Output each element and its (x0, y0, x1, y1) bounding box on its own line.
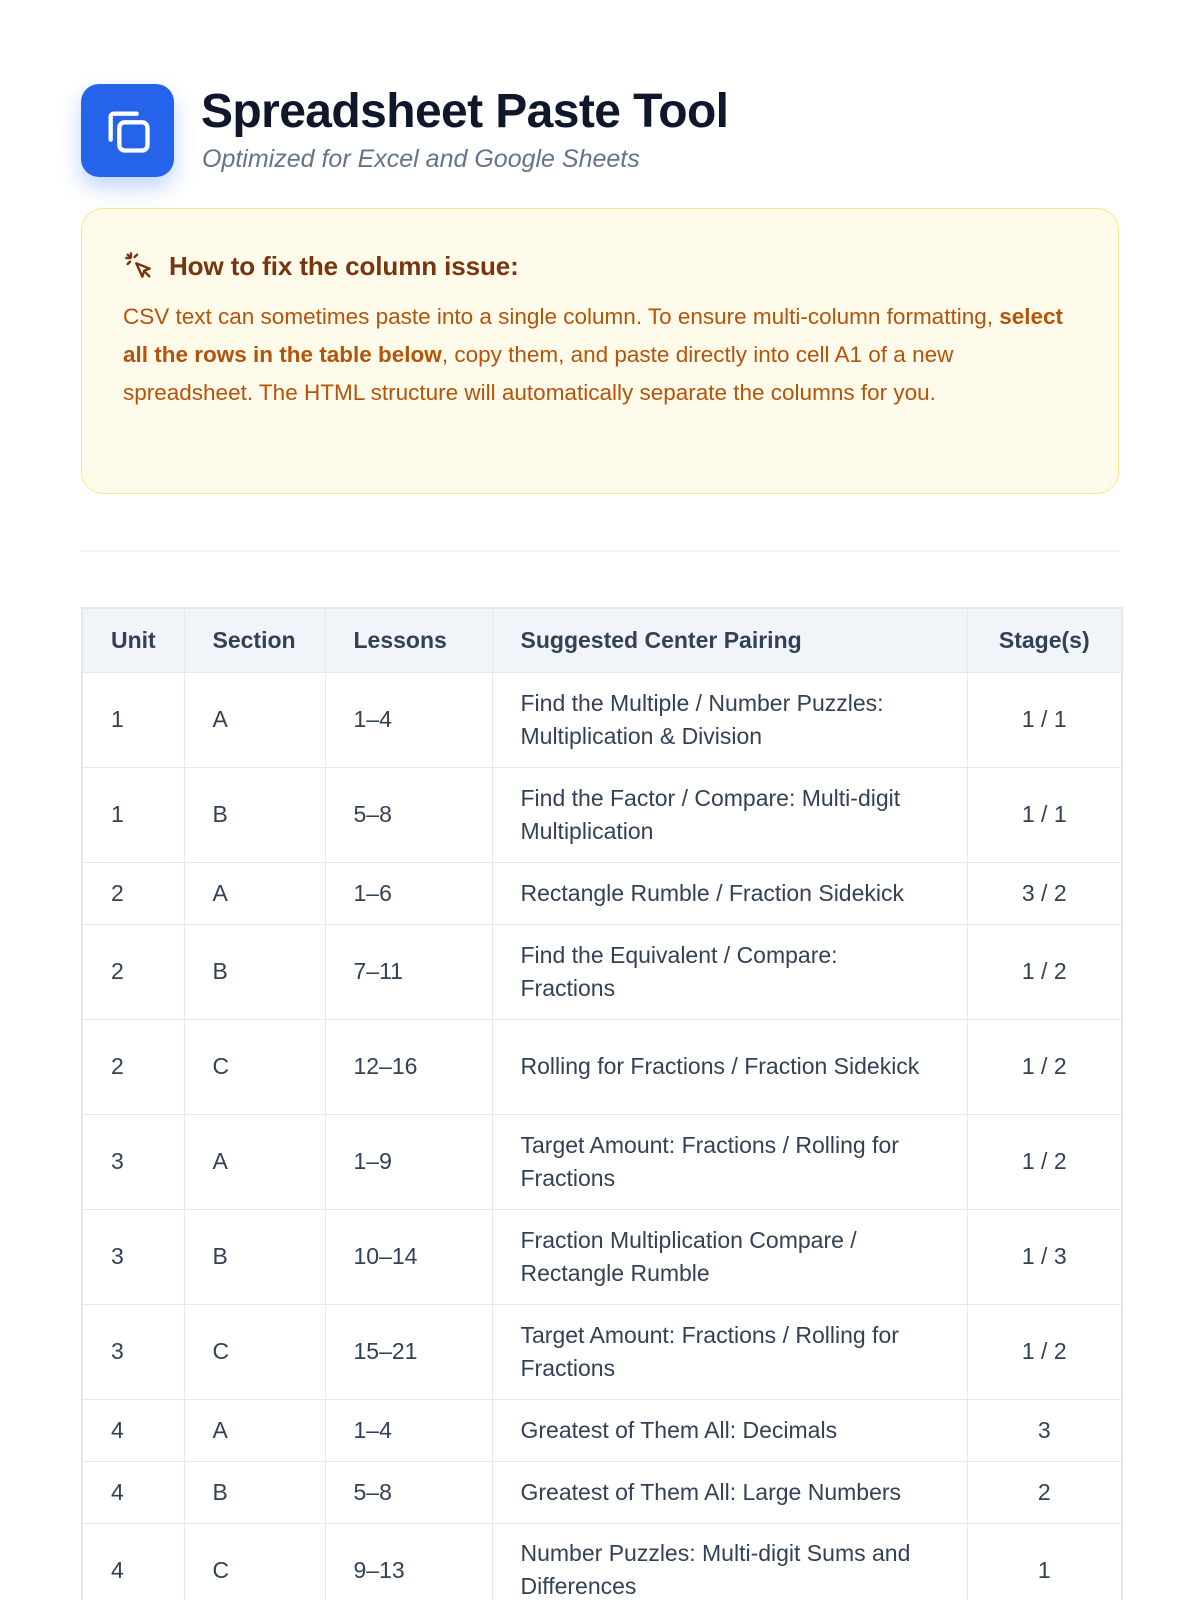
cell-lessons[interactable]: 10–14 (325, 1209, 492, 1304)
cell-unit[interactable]: 3 (82, 1114, 184, 1209)
cell-unit[interactable]: 2 (82, 862, 184, 924)
cell-lessons[interactable]: 15–21 (325, 1304, 492, 1399)
table-header-row (82, 608, 1122, 672)
header-center-pairing[interactable]: Suggested Center Pairing (492, 608, 967, 672)
cell-unit[interactable]: 1 (82, 672, 184, 767)
cell-center-pairing[interactable]: Number Puzzles: Multi-digit Sums and Differences (492, 1523, 967, 1600)
cell-stages[interactable]: 1 / 2 (967, 924, 1122, 1019)
table-row[interactable] (82, 1114, 1122, 1209)
header-stages[interactable]: Stage(s) (967, 608, 1122, 672)
cell-center-pairing[interactable]: Greatest of Them All: Large Numbers (492, 1461, 967, 1523)
cell-lessons[interactable]: 1–4 (325, 1399, 492, 1461)
cell-section[interactable]: B (184, 1209, 325, 1304)
cell-center-pairing[interactable]: Find the Equivalent / Compare: Fractions (492, 924, 967, 1019)
cell-section[interactable]: C (184, 1019, 325, 1114)
cell-section[interactable]: C (184, 1523, 325, 1600)
table-row[interactable] (82, 672, 1122, 767)
cell-section[interactable]: A (184, 1114, 325, 1209)
cell-lessons[interactable]: 12–16 (325, 1019, 492, 1114)
table-row[interactable] (82, 1461, 1122, 1523)
cell-section[interactable]: B (184, 924, 325, 1019)
cell-section[interactable]: C (184, 1304, 325, 1399)
cell-center-pairing[interactable]: Target Amount: Fractions / Rolling for Fractions (492, 1304, 967, 1399)
cell-center-pairing[interactable]: Rolling for Fractions / Fraction Sidekick (492, 1019, 967, 1114)
cell-unit[interactable]: 4 (82, 1523, 184, 1600)
notice-body (123, 298, 1083, 412)
notice-body-emphasis: select all the rows in the table below (123, 304, 1064, 367)
table-row[interactable] (82, 1399, 1122, 1461)
cell-unit[interactable]: 3 (82, 1209, 184, 1304)
notice-header (123, 249, 1078, 283)
cell-section[interactable]: B (184, 767, 325, 862)
header-lessons[interactable]: Lessons (325, 608, 492, 672)
cell-stages[interactable]: 3 (967, 1399, 1122, 1461)
cell-unit[interactable]: 1 (82, 767, 184, 862)
cell-stages[interactable]: 1 / 3 (967, 1209, 1122, 1304)
notice-title: How to fix the column issue: (169, 250, 519, 281)
cell-lessons[interactable]: 7–11 (325, 924, 492, 1019)
cursor-click-icon (123, 250, 155, 282)
cell-section[interactable]: B (184, 1461, 325, 1523)
cell-stages[interactable]: 1 / 1 (967, 672, 1122, 767)
cell-unit[interactable]: 4 (82, 1399, 184, 1461)
cell-center-pairing[interactable]: Find the Multiple / Number Puzzles: Multiplication & Division (492, 672, 967, 767)
cell-lessons[interactable]: 5–8 (325, 767, 492, 862)
cell-lessons[interactable]: 1–4 (325, 672, 492, 767)
header-section[interactable]: Section (184, 608, 325, 672)
table-row[interactable] (82, 924, 1122, 1019)
cell-unit[interactable]: 2 (82, 924, 184, 1019)
cell-center-pairing[interactable]: Target Amount: Fractions / Rolling for Fractions (492, 1114, 967, 1209)
header (81, 84, 1121, 184)
cell-lessons[interactable]: 1–9 (325, 1114, 492, 1209)
table-row[interactable] (82, 862, 1122, 924)
cell-stages[interactable]: 2 (967, 1461, 1122, 1523)
cell-unit[interactable]: 2 (82, 1019, 184, 1114)
notice-body-text-1: CSV text can sometimes paste into a single column. To ensure multi-column formatting, (123, 304, 1000, 329)
cell-lessons[interactable]: 5–8 (325, 1461, 492, 1523)
cell-center-pairing[interactable]: Fraction Multiplication Compare / Rectangle Rumble (492, 1209, 967, 1304)
copy-icon (81, 84, 174, 177)
cell-stages[interactable]: 3 / 2 (967, 862, 1122, 924)
table-row[interactable] (82, 1209, 1122, 1304)
cell-center-pairing[interactable]: Greatest of Them All: Decimals (492, 1399, 967, 1461)
notice-body-text-2: , copy them, and paste directly into cell A1 of a new spreadsheet. The HTML structure will automatically separate the columns for you. (123, 342, 954, 405)
cell-stages[interactable]: 1 (967, 1523, 1122, 1600)
cell-stages[interactable]: 1 / 2 (967, 1019, 1122, 1114)
page-title: Spreadsheet Paste Tool (201, 85, 729, 138)
instructions-notice (81, 208, 1119, 494)
pairings-table[interactable] (81, 607, 1123, 1600)
cell-unit[interactable]: 4 (82, 1461, 184, 1523)
cell-center-pairing[interactable]: Rectangle Rumble / Fraction Sidekick (492, 862, 967, 924)
table-row[interactable] (82, 1019, 1122, 1114)
cell-section[interactable]: A (184, 862, 325, 924)
divider (81, 550, 1119, 552)
cell-stages[interactable]: 1 / 2 (967, 1114, 1122, 1209)
cell-stages[interactable]: 1 / 1 (967, 767, 1122, 862)
cell-center-pairing[interactable]: Find the Factor / Compare: Multi-digit Multiplication (492, 767, 967, 862)
cell-stages[interactable]: 1 / 2 (967, 1304, 1122, 1399)
page-subtitle: Optimized for Excel and Google Sheets (202, 145, 640, 173)
table-row[interactable] (82, 1523, 1122, 1600)
cell-lessons[interactable]: 1–6 (325, 862, 492, 924)
table-row[interactable] (82, 1304, 1122, 1399)
cell-section[interactable]: A (184, 672, 325, 767)
cell-unit[interactable]: 3 (82, 1304, 184, 1399)
header-unit[interactable]: Unit (82, 608, 184, 672)
cell-section[interactable]: A (184, 1399, 325, 1461)
table-container (81, 607, 1121, 1600)
cell-lessons[interactable]: 9–13 (325, 1523, 492, 1600)
table-row[interactable] (82, 767, 1122, 862)
